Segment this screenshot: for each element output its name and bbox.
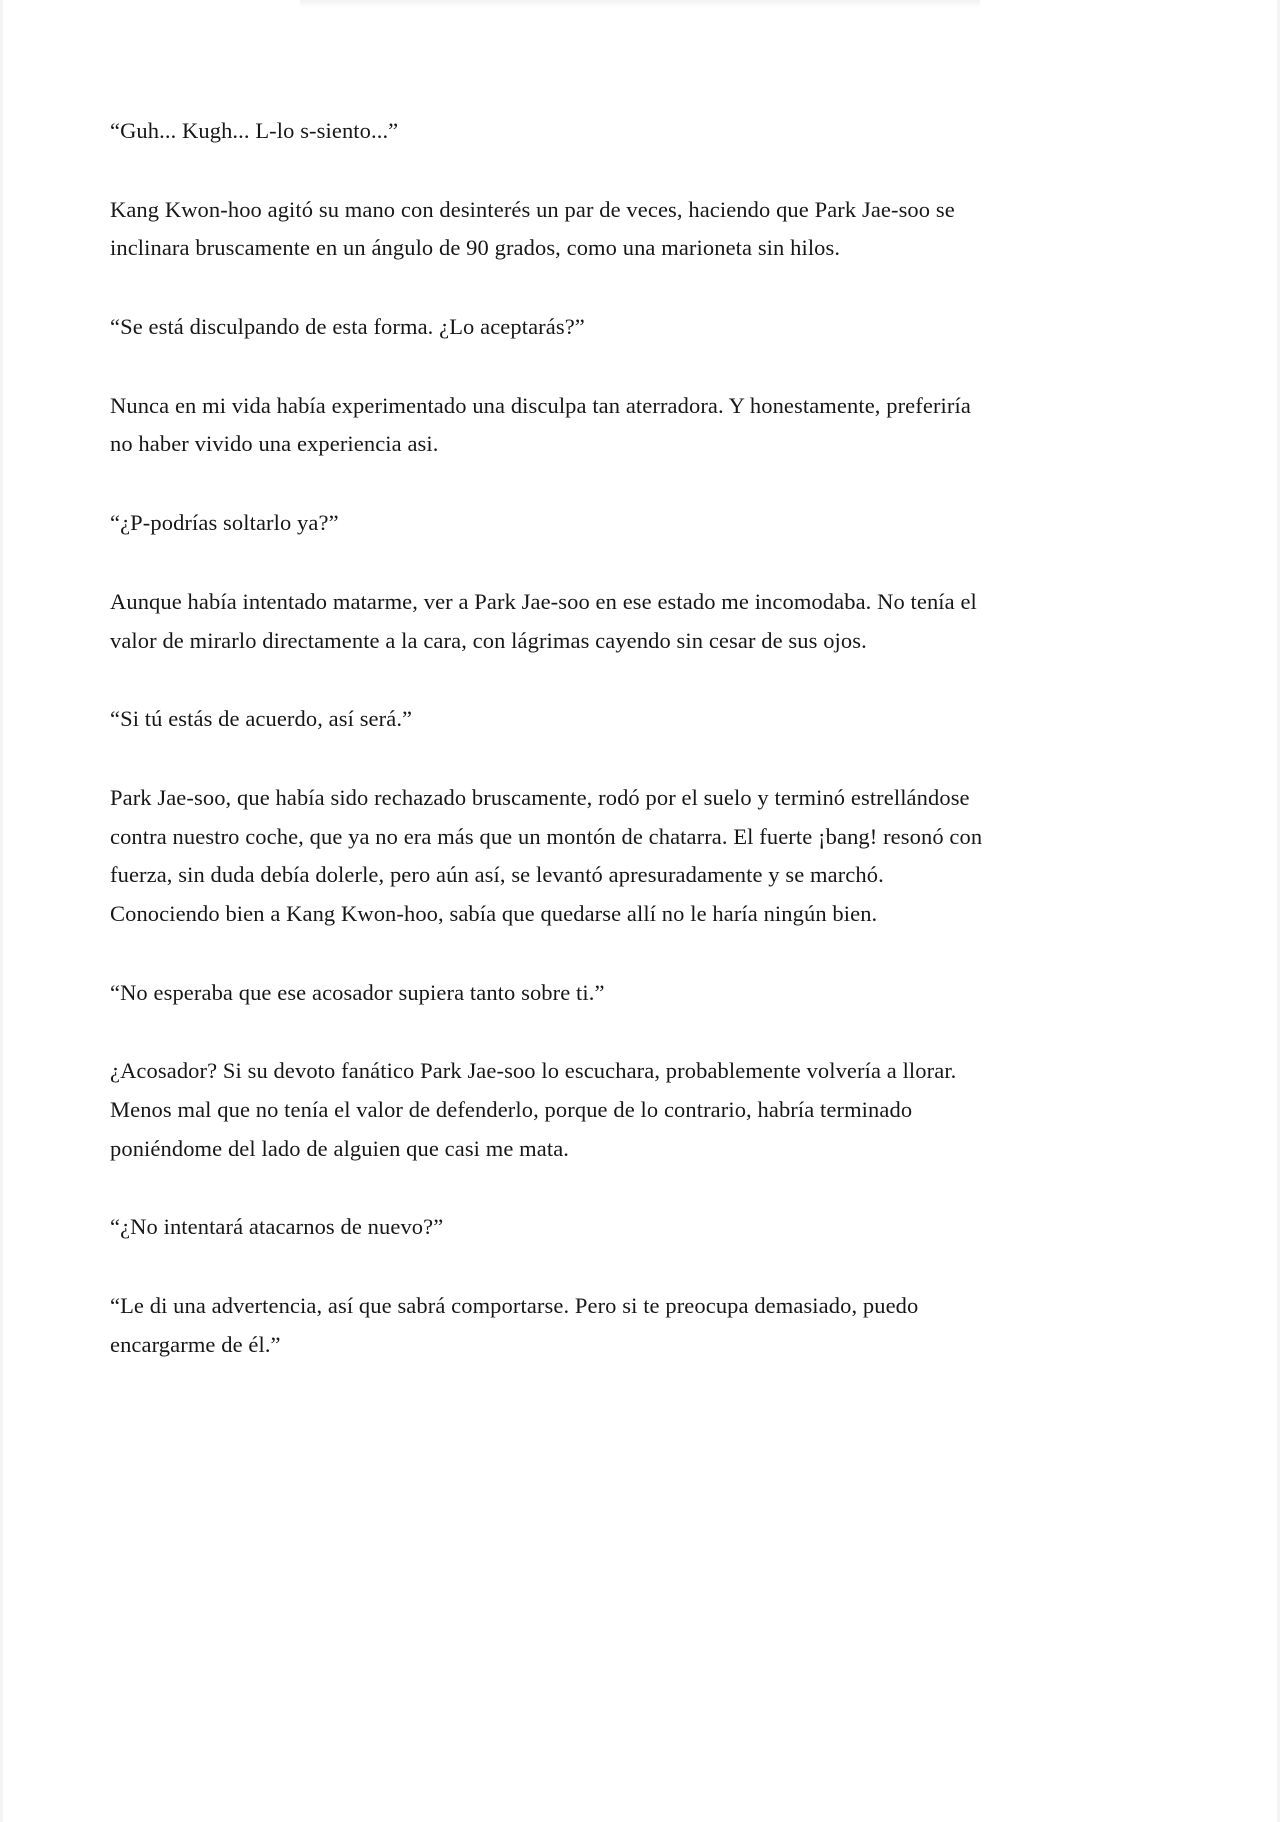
paragraph-dialogue: “Guh... Kugh... L-lo s-siento...”	[110, 118, 399, 143]
paragraph-dialogue: “No esperaba que ese acosador supiera tanto sobre ti.”	[110, 979, 605, 1005]
paragraph-narration: Nunca en mi vida había experimentado una disculpa tan aterradora. Y honestamente, preferiría no haber vivido una experiencia asi.	[110, 392, 971, 457]
page-top-edge	[300, 0, 980, 8]
paragraph-dialogue: “¿P-podrías soltarlo ya?”	[110, 510, 339, 536]
paragraph-narration: Park Jae-soo, que había sido rechazado bruscamente, rodó por el suelo y terminó estrellándose contra nuestro coche, que ya no era más que un montón de chatarra. El fuerte ¡bang! resonó con fuerza, sin duda debía dolerle, pero aún así, se levantó apresuradamente y se marchó. Conociendo bien a Kang Kwon-hoo, sabía que quedarse allí no le haría ningún bien.	[110, 784, 983, 926]
paragraph-dialogue: “¿No intentará atacarnos de nuevo?”	[110, 1214, 444, 1240]
paragraph-narration: Aunque había intentado matarme, ver a Park Jae-soo en ese estado me incomodaba. No tenía el valor de mirarlo directamente a la cara, con lágrimas cayendo sin cesar de sus ojos.	[110, 588, 977, 653]
document-text-column	[110, 112, 992, 1404]
paragraph-narration: Kang Kwon-hoo agitó su mano con desinterés un par de veces, haciendo que Park Jae-soo se inclinara bruscamente en un ángulo de 90 grados, como una marioneta sin hilos.	[110, 196, 955, 261]
paragraph-narration: ¿Acosador? Si su devoto fanático Park Jae-soo lo escuchara, probablemente volvería a llorar. Menos mal que no tenía el valor de defenderlo, porque de lo contrario, habría terminado poniéndome del lado de alguien que casi me mata.	[110, 1058, 957, 1161]
paragraph-dialogue: “Le di una advertencia, así que sabrá comportarse. Pero si te preocupa demasiado, puedo encargarme de él.”	[110, 1293, 919, 1357]
page-left-edge	[0, 0, 3, 1822]
paragraph-dialogue: “Se está disculpando de esta forma. ¿Lo aceptarás?”	[110, 314, 585, 340]
paragraph-dialogue: “Si tú estás de acuerdo, así será.”	[110, 706, 413, 732]
